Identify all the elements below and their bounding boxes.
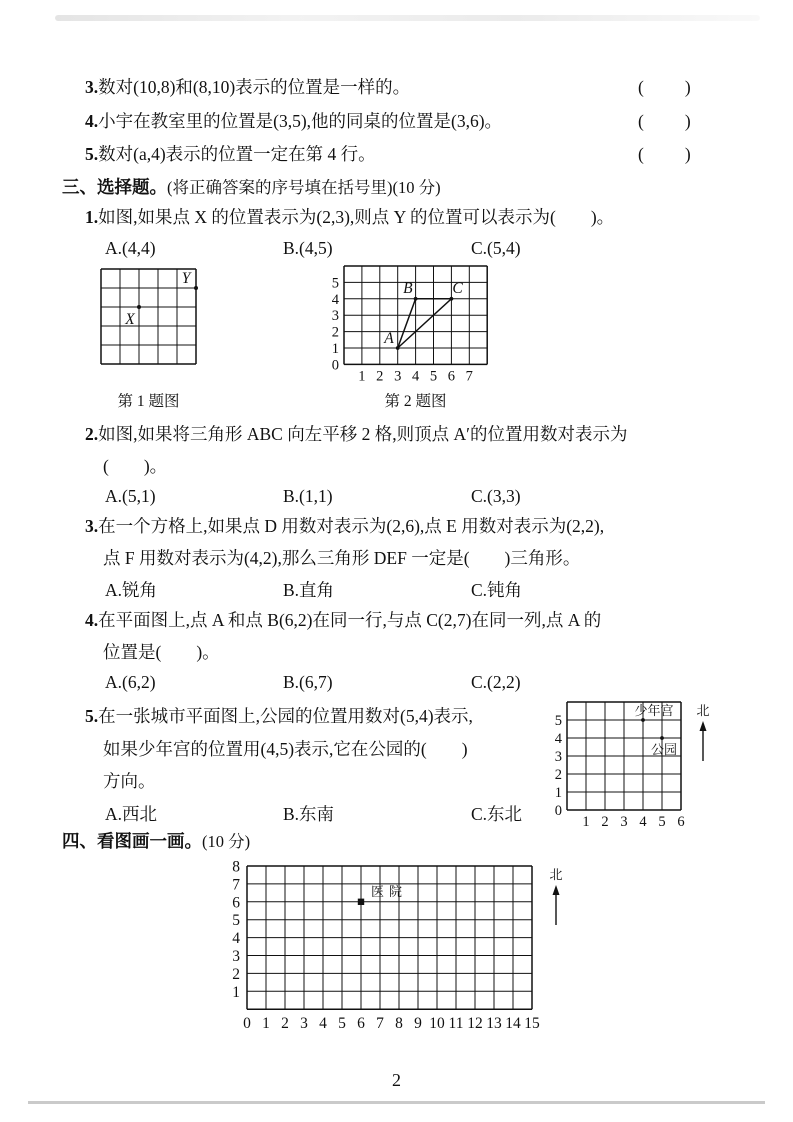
question-number: 1. — [85, 207, 99, 227]
svg-text:B: B — [403, 279, 413, 297]
svg-text:1: 1 — [554, 785, 562, 801]
svg-text:5: 5 — [658, 814, 666, 830]
figure-q5-map-grid — [551, 695, 751, 840]
svg-text:4: 4 — [554, 731, 562, 747]
svg-text:北: 北 — [549, 867, 563, 882]
option-a: A.西北 — [105, 804, 158, 824]
question-number: 5. — [85, 706, 99, 726]
svg-text:6: 6 — [677, 814, 685, 830]
answer-blank: ( ) — [638, 77, 693, 97]
svg-text:7: 7 — [465, 368, 473, 385]
svg-text:2: 2 — [331, 324, 339, 341]
svg-text:0: 0 — [331, 357, 339, 374]
section-title: 四、看图画一画。 — [62, 831, 202, 851]
tf-item-4 — [85, 110, 693, 132]
question-number: 2. — [85, 424, 99, 444]
question-number: 4. — [85, 111, 99, 131]
svg-text:10: 10 — [429, 1015, 445, 1033]
svg-text:13: 13 — [486, 1015, 502, 1033]
question-number: 3. — [85, 516, 99, 536]
question-text: 在一张城市平面图上,公园的位置用数对(5,4)表示, — [98, 706, 473, 726]
question-text: 点 F 用数对表示为(4,2),那么三角形 DEF 一定是( )三角形。 — [103, 548, 581, 568]
choice-q3-options — [0, 577, 793, 599]
scan-artifact-top — [55, 15, 760, 21]
question-text: 位置是( )。 — [103, 642, 220, 662]
option-b: B.(1,1) — [283, 486, 333, 506]
option-b: B.(4,5) — [283, 238, 333, 258]
choice-q1 — [85, 206, 614, 228]
choice-q5 — [85, 705, 473, 727]
question-number: 4. — [85, 610, 99, 630]
answer-blank: ( ) — [638, 144, 693, 164]
choice-q4-options — [0, 672, 793, 694]
svg-text:公园: 公园 — [650, 742, 678, 757]
choice-q3 — [85, 515, 604, 537]
svg-text:4: 4 — [639, 814, 647, 830]
tf-item-5 — [85, 143, 693, 165]
choice-q5-line3 — [103, 770, 156, 792]
svg-text:A: A — [384, 330, 394, 347]
page-number: 2 — [392, 1070, 401, 1090]
svg-text:4: 4 — [411, 368, 420, 385]
question-text: 数对(10,8)和(8,10)表示的位置是一样的。 — [98, 77, 411, 97]
svg-text:12: 12 — [467, 1015, 483, 1033]
svg-text:3: 3 — [300, 1015, 308, 1033]
option-c: C.(3,3) — [471, 486, 521, 506]
svg-text:6: 6 — [447, 368, 456, 385]
svg-text:6: 6 — [357, 1015, 365, 1033]
svg-text:4: 4 — [331, 291, 339, 308]
svg-text:2: 2 — [232, 965, 240, 983]
svg-text:1: 1 — [232, 983, 240, 1001]
svg-text:5: 5 — [331, 275, 339, 292]
choice-q2 — [85, 423, 627, 445]
option-a: A.锐角 — [105, 580, 158, 600]
section-four-heading — [62, 830, 250, 853]
svg-text:少年宫: 少年宫 — [634, 703, 674, 718]
question-text: 在平面图上,点 A 和点 B(6,2)在同一行,与点 C(2,7)在同一列,点 A 的 — [98, 610, 602, 630]
svg-text:11: 11 — [448, 1015, 464, 1033]
svg-text:2: 2 — [376, 368, 384, 385]
svg-text:5: 5 — [429, 368, 438, 385]
svg-text:1: 1 — [262, 1015, 270, 1033]
option-c: C.钝角 — [471, 580, 523, 600]
svg-text:3: 3 — [554, 749, 562, 765]
svg-text:1: 1 — [358, 368, 366, 385]
option-a: A.(5,1) — [105, 486, 156, 506]
choice-q4 — [85, 609, 601, 631]
svg-text:1: 1 — [331, 341, 339, 357]
figure1-caption: 第 1 题图 — [117, 393, 180, 410]
svg-text:3: 3 — [232, 948, 240, 965]
svg-text:4: 4 — [319, 1015, 327, 1033]
svg-text:2: 2 — [281, 1015, 289, 1033]
figure2-caption: 第 2 题图 — [384, 393, 447, 410]
svg-text:7: 7 — [232, 876, 240, 894]
svg-text:2: 2 — [554, 767, 562, 783]
choice-q2-line2 — [103, 455, 167, 477]
option-a: A.(4,4) — [105, 238, 156, 258]
svg-text:3: 3 — [394, 368, 402, 385]
option-a: A.(6,2) — [105, 672, 156, 692]
section-note: (将正确答案的序号填在括号里)(10 分) — [167, 178, 441, 197]
option-c: C.东北 — [471, 804, 523, 824]
svg-text:8: 8 — [395, 1015, 403, 1033]
section-title: 三、选择题。 — [62, 177, 167, 197]
tf-item-3 — [85, 76, 693, 98]
option-c: C.(5,4) — [471, 238, 521, 258]
svg-text:9: 9 — [414, 1015, 422, 1033]
svg-text:4: 4 — [232, 930, 240, 948]
svg-text:6: 6 — [232, 894, 240, 912]
svg-text:医院: 医院 — [371, 883, 408, 899]
svg-text:Y: Y — [181, 270, 191, 287]
svg-text:3: 3 — [620, 814, 628, 830]
question-number: 3. — [85, 77, 99, 97]
svg-text:5: 5 — [232, 912, 240, 930]
question-text: 数对(a,4)表示的位置一定在第 4 行。 — [98, 144, 376, 164]
answer-blank: ( ) — [638, 111, 693, 131]
option-b: B.(6,7) — [283, 672, 333, 692]
svg-text:北: 北 — [696, 703, 710, 718]
question-number: 5. — [85, 144, 99, 164]
svg-text:C: C — [452, 279, 463, 297]
question-text: 如果少年宫的位置用(4,5)表示,它在公园的( ) — [103, 739, 468, 759]
choice-q3-line2 — [103, 547, 580, 569]
svg-text:14: 14 — [505, 1015, 521, 1033]
option-b: B.东南 — [283, 804, 335, 824]
option-b: B.直角 — [283, 580, 335, 600]
svg-text:2: 2 — [601, 814, 609, 830]
figure-q2-triangle-grid — [328, 257, 503, 389]
svg-text:7: 7 — [376, 1015, 384, 1033]
choice-q4-line2 — [103, 641, 220, 663]
question-text: 如图,如果点 X 的位置表示为(2,3),则点 Y 的位置可以表示为( )。 — [98, 207, 615, 227]
svg-text:5: 5 — [338, 1015, 346, 1033]
svg-text:8: 8 — [232, 858, 240, 876]
svg-text:1: 1 — [582, 814, 590, 830]
question-text: 小宇在教室里的位置是(3,5),他的同桌的位置是(3,6)。 — [98, 111, 503, 131]
question-text: 如图,如果将三角形 ABC 向左平移 2 格,则顶点 A′的位置用数对表示为 — [98, 424, 628, 444]
figure-draw-grid — [215, 857, 585, 1042]
question-text: 方向。 — [103, 771, 156, 791]
svg-text:3: 3 — [331, 308, 339, 325]
answer-blank: ( )。 — [103, 456, 168, 476]
svg-text:X: X — [125, 311, 135, 328]
scan-artifact-bottom — [28, 1101, 765, 1104]
section-note: (10 分) — [202, 832, 251, 851]
choice-q5-line2 — [103, 738, 468, 760]
svg-text:0: 0 — [243, 1015, 251, 1033]
section-three-heading — [62, 176, 441, 199]
svg-text:5: 5 — [554, 713, 562, 729]
option-c: C.(2,2) — [471, 672, 521, 692]
figure-q1-grid — [100, 268, 197, 365]
svg-text:0: 0 — [554, 803, 562, 819]
question-text: 在一个方格上,如果点 D 用数对表示为(2,6),点 E 用数对表示为(2,2), — [98, 516, 605, 536]
svg-text:15: 15 — [524, 1015, 540, 1033]
choice-q2-options — [0, 486, 793, 508]
